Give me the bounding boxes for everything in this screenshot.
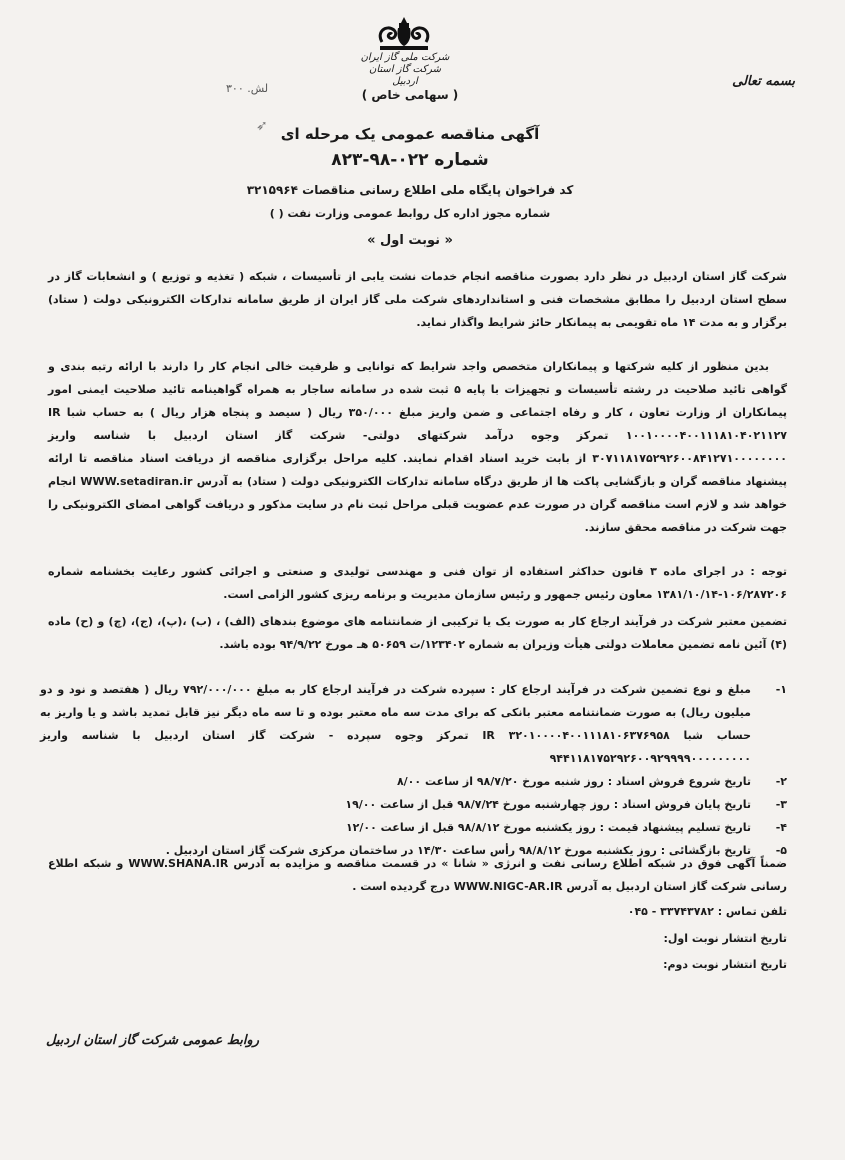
company-name bbox=[355, 52, 455, 88]
intro-paragraph: شرکت گاز استان اردبیل در نظر دارد بصورت مناقصه انجام خدمات نشت یابی از تأسیسات ، شبکه ( تغذیه و توزیع ) و انشعابات گاز در سطح استان اردبیل را مطابق مشخصات فنی و استانداردهای شرکت ملی گاز ایران از طریق سامانه تدارکات الکترونیکی دولت ( ستاد) برگزار و به مدت ۱۴ ماه تقویمی به پیمانکار حائز شرایط واگذار نماید. bbox=[48, 270, 787, 329]
setad-code: کد فراخوان پایگاه ملی اطلاع رسانی مناقصات ۳۲۱۵۹۶۴ bbox=[246, 183, 574, 197]
guarantee-paragraph: تضمین معتبر شرکت در فرآیند ارجاع کار به صورت یک یا ترکیبی از ضمانتنامه های موضوع بندهای (الف) ، (ب) ،(پ)، (ج)، (چ) و (ح) ماده (۴) آئین نامه تضمین معاملات دولتی هیأت وزیران به شماره ۱۲۳۴۰۲/ت ۵۰۶۵۹ هـ مورخ ۹۴/۹/۲۲ بوده باشد. bbox=[48, 615, 787, 651]
company-type: ( سهامی خاص ) bbox=[361, 88, 459, 102]
publish-paragraph: ضمناً آگهی فوق در شبکه اطلاع رسانی نفت و انرژی « شانا » در قسمت مناقصه و مزایده به آدرس WWW.SHANA.IR و شبکه اطلاع رسانی شرکت گاز استان اردبیل به آدرس WWW.NIGC-AR.IR درج گردیده است . bbox=[48, 857, 787, 893]
list-item: ۱- مبلغ و نوع تضمین شرکت در فرآیند ارجاع کار : سپرده شرکت در فرآیند ارجاع کار به مبلغ ۷۹۲/۰۰۰/۰۰۰ ریال ( هفتصد و نود و دو میلیون ریال) به صورت ضمانتنامه معتبر بانکی که برای مدت سه ماه معتبر بوده و تا سه ماه دیگر نیز قابل تمدید باشد و یا واریز به حساب شبا IR ۳۲۰۱۰۰۰۰۴۰۰۱۱۱۸۱۰۶۳۷۶۹۵۸ تمرکز وجوه سپرده - شرکت گاز استان اردبیل با شناسه واریز ۹۴۴۱۱۸۱۷۵۲۹۲۶۰۰۹۲۹۹۹۹۰۰۰۰۰۰۰۰۰ bbox=[40, 683, 787, 765]
nigc-logo-icon bbox=[372, 14, 436, 54]
permit-number: شماره مجوز اداره کل روابط عمومی وزارت نفت ( ) bbox=[269, 207, 551, 220]
publish-date-second: تاریخ انتشار نوبت دوم: bbox=[663, 958, 787, 971]
page-title: آگهی مناقصه عمومی یک مرحله ای bbox=[280, 125, 540, 143]
list-item: ۳- تاریخ پایان فروش اسناد : روز چهارشنبه مورخ ۹۸/۷/۲۴ قبل از ساعت ۱۹/۰۰ bbox=[345, 798, 787, 811]
tender-number: شماره ۰۲۲-۹۸-۸۲۳ bbox=[331, 150, 489, 170]
pen-mark-icon: ➶ bbox=[256, 118, 268, 134]
footer-signature: روابط عمومی شرکت گاز استان اردبیل bbox=[46, 1033, 259, 1048]
publish-date-first: تاریخ انتشار نوبت اول: bbox=[663, 932, 787, 945]
list-item: ۲- تاریخ شروع فروش اسناد : روز شنبه مورخ ۹۸/۷/۲۰ از ساعت ۸/۰۰ bbox=[396, 775, 787, 788]
phone: تلفن تماس : ۳۳۷۴۳۷۸۲ - ۰۴۵ bbox=[627, 905, 787, 918]
requirements-paragraph: بدین منظور از کلیه شرکتها و پیمانکاران متخصص واجد شرایط که توانایی و ظرفیت خالی انجام کار را دارند با ارائه رتبه بندی و گواهی تائید صلاحیت در رشته تأسیسات و تجهیزات با پایه ۵ ثبت شده در سامانه ساجار به همراه گواهینامه تائید صلاحیت ایمنی امور پیمانکاران از وزارت تعاون ، کار و رفاه اجتماعی و ضمن واریز مبلغ ۳۵۰/۰۰۰ ریال ( سیصد و پنجاه هزار ریال ) به حساب شبا IR ۱۰۰۱۰۰۰۰۴۰۰۱۱۱۸۱۰۴۰۲۱۱۲۷ تمرکز وجوه درآمد شرکتهای دولتی- شرکت گاز استان اردبیل با شناسه واریز ۳۰۷۱۱۸۱۷۵۲۹۲۶۰۰۸۴۱۲۷۱۰۰۰۰۰۰۰۰ از بابت خرید اسناد اقدام نمایند. کلیه مراحل برگزاری مناقصه از دریافت اسناد مناقصه تا ارائه پیشنهاد مناقصه گران و بازگشایی پاکت ها از طریق درگاه سامانه تدارکات الکترونیکی دولت ( ستاد) به آدرس WWW.setadiran.ir انجام خواهد شد و لازم است مناقصه گران در صورت عدم عضویت قبلی مراحل ثبت نام در سایت مذکور و دریافت گواهی امضای الکترونیکی را جهت شرکت در مناقصه محقق سازند. bbox=[48, 360, 788, 534]
schedule-list bbox=[40, 678, 787, 862]
bismillah: بسمه تعالی bbox=[732, 74, 795, 89]
list-item: ۴- تاریخ تسلیم پیشنهاد قیمت : روز یکشنبه مورخ ۹۸/۸/۱۲ قبل از ساعت ۱۲/۰۰ bbox=[345, 821, 787, 834]
note-paragraph: توجه : در اجرای ماده ۳ قانون حداکثر استفاده از توان فنی و مهندسی تولیدی و صنعتی و اجرائی کشور رعایت بخشنامه شماره ۱۰۶/۲۸۷۲۰۶-۱۳۸۱/۱۰/۱۴ معاون رئیس جمهور و رئیس سازمان مدیریت و برنامه ریزی کشور الزامی است. bbox=[48, 565, 787, 601]
company-line-2: شرکت گاز استان اردبیل bbox=[368, 64, 442, 87]
stamp-number: ۳۰۰ .لش bbox=[226, 82, 269, 95]
publication-turn: « نوبت اول » bbox=[367, 233, 453, 248]
list-item: ۵- تاریخ بازگشائی : روز یکشنبه مورخ ۹۸/۸/۱۲ رأس ساعت ۱۴/۳۰ در ساختمان مرکزی شرکت گاز استان اردبیل . bbox=[165, 844, 787, 857]
company-line-1: شرکت ملی گاز ایران bbox=[360, 52, 450, 63]
